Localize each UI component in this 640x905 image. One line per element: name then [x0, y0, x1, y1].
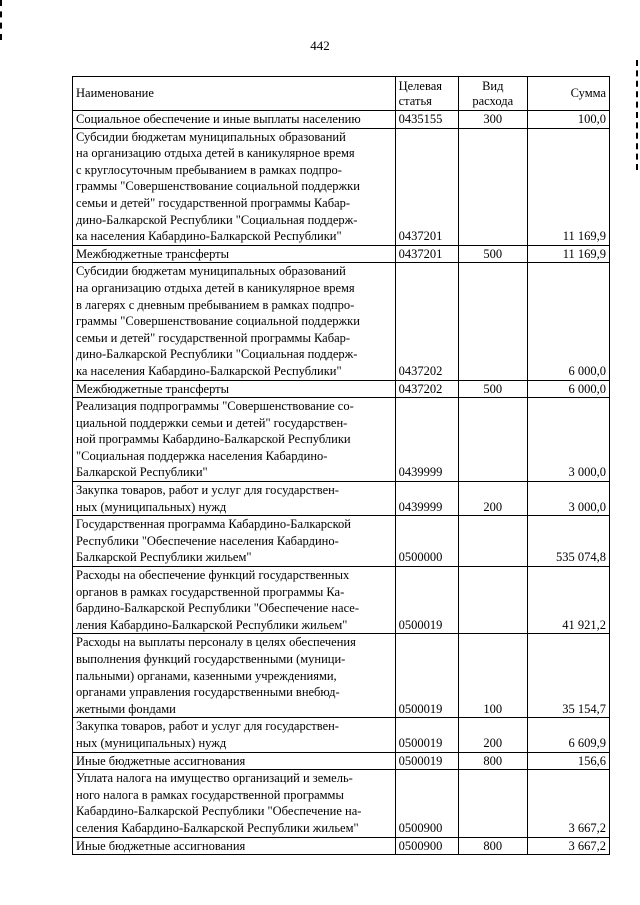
row-sum-text: 535 074,8	[556, 550, 606, 565]
row-sum-cell	[527, 770, 609, 837]
row-sum-cell	[527, 837, 609, 855]
row-sum-cell	[527, 634, 609, 718]
row-kind-text: 500	[483, 381, 503, 396]
row-code-cell	[395, 770, 458, 837]
row-code-cell	[395, 752, 458, 770]
row-sum-text: 11 169,9	[562, 246, 606, 261]
row-sum-text: 6 000,0	[568, 363, 606, 378]
row-kind-cell	[458, 837, 527, 855]
row-code-text: 0500900	[398, 820, 443, 835]
row-code-cell	[395, 245, 458, 263]
row-name-cell	[73, 516, 396, 567]
row-kind-text: 800	[483, 838, 503, 853]
table-row	[73, 634, 610, 718]
row-name-text: Межбюджетные трансферты	[76, 246, 230, 261]
row-code-cell	[395, 634, 458, 718]
row-kind-cell	[458, 567, 527, 634]
row-code-cell	[395, 128, 458, 245]
row-kind-cell	[458, 380, 527, 398]
row-sum-text: 6 000,0	[568, 381, 606, 396]
budget-table	[72, 76, 610, 855]
row-code-text: 0500019	[398, 701, 443, 716]
row-sum-cell	[527, 752, 609, 770]
row-name-text: Расходы на обеспечение функций государственных органов в рамках государственной программы Ка- бардино-Балкарской Республики "Обеспечение насе- ления Кабардино-Балкарской Республики жильем"	[76, 568, 359, 632]
row-kind-text: 200	[483, 735, 503, 750]
row-sum-text: 3 667,2	[568, 838, 606, 853]
row-name-cell	[73, 770, 396, 837]
table-row	[73, 111, 610, 129]
row-sum-cell	[527, 380, 609, 398]
row-name-text: Субсидии бюджетам муниципальных образований на организацию отдыха детей в каникулярное время в лагерях с дневным пребыванием в рамках подпро- граммы "Совершенствование социальной поддержки семьи и детей" государственной программы Кабар- дино-Балкарской Республики "Социальная поддерж- ка населения Кабардино-Балкарской Республики"	[76, 264, 360, 378]
row-name-cell	[73, 837, 396, 855]
row-code-text: 0439999	[398, 465, 443, 480]
table-row	[73, 567, 610, 634]
row-name-cell	[73, 634, 396, 718]
table-row	[73, 770, 610, 837]
table-row	[73, 482, 610, 516]
row-kind-text: 300	[483, 112, 503, 126]
table-row	[73, 128, 610, 245]
scan-edge-left	[0, 0, 5, 40]
row-kind-cell	[458, 634, 527, 718]
row-code-cell	[395, 380, 458, 398]
row-sum-cell	[527, 111, 609, 129]
table-row	[73, 752, 610, 770]
header-kind-label: Вид расхода	[472, 78, 514, 108]
row-name-text: Иные бюджетные ассигнования	[76, 838, 246, 853]
row-code-cell	[395, 111, 458, 129]
row-code-cell	[395, 398, 458, 482]
row-name-text: Закупка товаров, работ и услуг для государствен- ных (муниципальных) нужд	[76, 483, 339, 514]
row-sum-cell	[527, 516, 609, 567]
row-sum-text: 35 154,7	[562, 701, 606, 716]
row-sum-cell	[527, 718, 609, 752]
row-name-cell	[73, 128, 396, 245]
scan-edge-right	[632, 60, 638, 170]
row-name-text: Государственная программа Кабардино-Балкарской Республики "Обеспечение населения Кабардино- Балкарской Республики жильем"	[76, 517, 351, 565]
row-code-text: 0500019	[398, 617, 443, 632]
page-number: 442	[310, 38, 330, 53]
row-kind-text: 100	[483, 701, 503, 716]
row-code-text: 0435155	[398, 112, 443, 126]
header-code-label: Целевая статья	[398, 78, 442, 108]
row-code-text: 0437202	[398, 363, 443, 378]
row-kind-cell	[458, 263, 527, 380]
table-row	[73, 263, 610, 380]
row-sum-cell	[527, 263, 609, 380]
header-sum: Сумма	[527, 77, 609, 111]
row-kind-cell	[458, 245, 527, 263]
row-code-cell	[395, 567, 458, 634]
row-code-text: 0437201	[398, 229, 443, 244]
row-name-text: Субсидии бюджетам муниципальных образований на организацию отдыха детей в каникулярное время с круглосуточным пребыванием в рамках подпро- граммы "Совершенствование социальной поддержки семьи и детей" государственной программы Кабар- дино-Балкарской Республики "Социальная поддерж- ка населения Кабардино-Балкарской Республики"	[76, 129, 360, 244]
row-name-text: Реализация подпрограммы "Совершенствование со- циальной поддержки семьи и детей" государствен- ной программы Кабардино-Балкарской Республики "Социальная поддержка населения Кабардино- Балкарской Республики"	[76, 399, 354, 480]
header-name: Наименование	[73, 77, 396, 111]
row-code-text: 0437201	[398, 246, 443, 261]
row-sum-text: 3 000,0	[568, 499, 606, 514]
row-sum-cell	[527, 482, 609, 516]
row-name-text: Иные бюджетные ассигнования	[76, 753, 246, 768]
table-row	[73, 516, 610, 567]
row-sum-text: 41 921,2	[562, 617, 606, 632]
row-name-text: Уплата налога на имущество организаций и земель- ного налога в рамках государственной программы Кабардино-Балкарской Республики "Обеспечение на- селения Кабардино-Балкарской Республики жильем"	[76, 771, 362, 835]
row-kind-cell	[458, 752, 527, 770]
row-kind-cell	[458, 516, 527, 567]
row-code-text: 0500000	[398, 550, 443, 565]
table-row	[73, 837, 610, 855]
row-name-text: Закупка товаров, работ и услуг для государствен- ных (муниципальных) нужд	[76, 719, 339, 750]
row-name-text: Социальное обеспечение и иные выплаты населению	[76, 112, 361, 126]
row-kind-cell	[458, 718, 527, 752]
table-header-row	[73, 77, 610, 111]
row-code-text: 0500019	[398, 753, 443, 768]
row-name-cell	[73, 380, 396, 398]
row-sum-text: 100,0	[577, 112, 606, 126]
row-code-text: 0500019	[398, 735, 443, 750]
row-code-cell	[395, 718, 458, 752]
row-name-cell	[73, 482, 396, 516]
table-body	[73, 111, 610, 855]
row-kind-text: 500	[483, 246, 503, 261]
row-kind-text: 800	[483, 753, 503, 768]
row-code-cell	[395, 482, 458, 516]
row-sum-text: 156,6	[577, 753, 606, 768]
row-name-text: Расходы на выплаты персоналу в целях обеспечения выполнения функций государственными (муници- пальными) органами, казенными учреждениями, органами управления государственными внебюд- жетными фондами	[76, 635, 356, 716]
row-name-cell	[73, 398, 396, 482]
row-kind-cell	[458, 128, 527, 245]
row-kind-cell	[458, 398, 527, 482]
row-kind-cell	[458, 482, 527, 516]
row-sum-text: 3 000,0	[568, 465, 606, 480]
row-name-cell	[73, 718, 396, 752]
row-kind-cell	[458, 770, 527, 837]
header-kind	[458, 77, 527, 111]
row-code-text: 0500900	[398, 838, 443, 853]
row-sum-cell	[527, 245, 609, 263]
header-code	[395, 77, 458, 111]
row-kind-text: 200	[483, 499, 503, 514]
table-row	[73, 398, 610, 482]
row-code-text: 0439999	[398, 499, 443, 514]
row-code-text: 0437202	[398, 381, 443, 396]
row-code-cell	[395, 516, 458, 567]
table-row	[73, 718, 610, 752]
table-row	[73, 245, 610, 263]
row-sum-text: 11 169,9	[562, 229, 606, 244]
row-name-cell	[73, 567, 396, 634]
row-code-cell	[395, 263, 458, 380]
row-code-cell	[395, 837, 458, 855]
row-sum-cell	[527, 398, 609, 482]
row-sum-text: 3 667,2	[568, 820, 606, 835]
row-name-cell	[73, 752, 396, 770]
row-name-cell	[73, 263, 396, 380]
table-row	[73, 380, 610, 398]
row-name-cell	[73, 111, 396, 129]
row-name-text: Межбюджетные трансферты	[76, 381, 230, 396]
row-kind-cell	[458, 111, 527, 129]
row-sum-cell	[527, 128, 609, 245]
row-sum-text: 6 609,9	[568, 735, 606, 750]
row-sum-cell	[527, 567, 609, 634]
row-name-cell	[73, 245, 396, 263]
